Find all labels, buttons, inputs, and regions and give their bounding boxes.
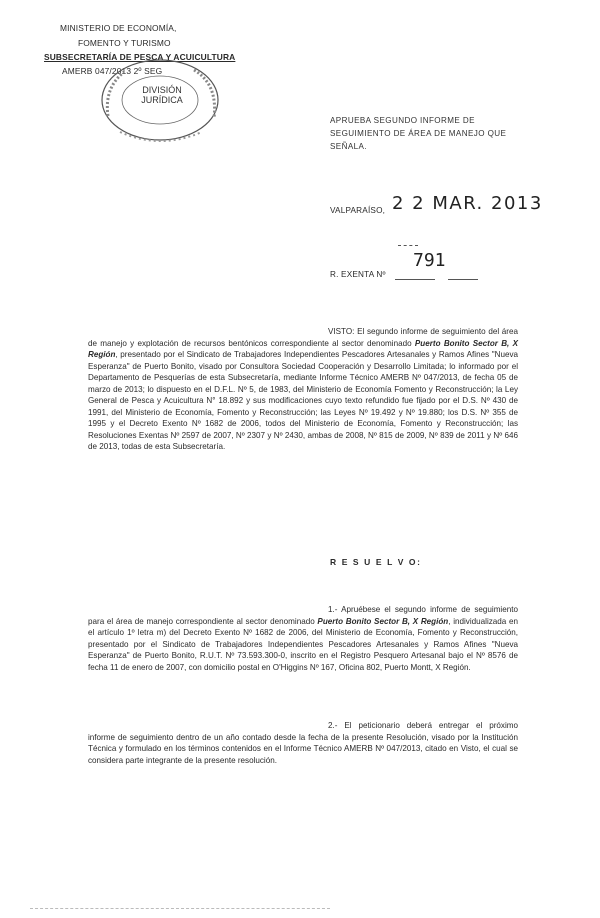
ministry-name: MINISTERIO DE ECONOMÍA, — [60, 23, 177, 33]
footer-scan-line — [30, 908, 330, 909]
item1-text-a: 1.- Apruébese el segundo informe de seguimiento para el área de manejo correspondiente al sector denominado — [88, 605, 518, 626]
resuelvo-item-1 — [88, 604, 518, 673]
resolution-label: R. EXENTA Nº — [330, 270, 386, 279]
item1-sector: Puerto Bonito Sector B, X Región — [317, 616, 449, 626]
visto-sector: Puerto Bonito Sector B, X Región — [88, 338, 518, 359]
summary-line-2: SEGUIMIENTO DE ÁREA DE MANEJO QUE — [330, 129, 507, 138]
visto-label: VISTO: — [328, 327, 355, 336]
reference-code: AMERB 047/2013 2º SEG — [62, 66, 163, 76]
seal-stamp-icon — [90, 58, 228, 158]
number-underline-2 — [448, 279, 478, 280]
ministry-name-2: FOMENTO Y TURISMO — [78, 38, 171, 48]
subsecretaria-name: SUBSECRETARÍA DE PESCA Y ACUICULTURA — [44, 52, 236, 62]
visto-paragraph — [88, 326, 518, 453]
division-juridica-seal — [90, 58, 228, 158]
place: VALPARAÍSO, — [330, 206, 386, 215]
summary-line-1: APRUEBA SEGUNDO INFORME DE — [330, 116, 475, 125]
resuelvo-item-2: 2.- El peticionario deberá entregar el próximo informe de seguimiento dentro de un año contado desde la fecha de la presente Resolución, visado por la Institución Técnica y formulado en los términos contenidos en el Informe Técnico AMERB Nº 047/2013, citado en Visto, el cual se considera parte integrante de la presente resolución. — [88, 721, 518, 765]
item1-text-b: , individualizada en el artículo 1º letra m) del Decreto Exento Nº 1682 de 2006, del Ministerio de Economía, Fomento y Reconstrucción, presentado por el Sindicato de Trabajadores Independientes Pescadores Artesanales y Ramos Afines "Nueva Esperanza" de Puerto Bonito, R.U.T. Nº 73.593.300-0, inscrito en el Registro Pesquero Artesanal bajo el Nº 8576 de fecha 11 de enero de 2007, con domicilio postal en O'Higgins Nº 167, Oficina 802, Puerto Montt, X Región. — [88, 616, 518, 672]
resolution-number: 791 — [413, 250, 446, 271]
number-underline — [395, 279, 435, 280]
summary-line-3: SEÑALA. — [330, 142, 367, 151]
resuelvo-heading: R E S U E L V O: — [330, 557, 422, 567]
visto-text-b: , presentado por el Sindicato de Trabajadores Independientes Pescadores Artesanales y Ramos Afines "Nueva Esperanza" de Puerto Bonito, visado por Consultora Sociedad Cooperación y Desarrollo Limitada; lo informado por el Departamento de Pesquerías de esta Subsecretaría, mediante Informe Técnico AMERB Nº 047/2013, de fecha 05 de marzo de 2013; lo dispuesto en el D.F.L. Nº 5, de 1983, del Ministerio de Economía Fomento y Reconstrucción; la Ley General de Pesca y Acuicultura N° 18.892 y sus modificaciones cuyo texto refundido fue fijado por el D.S. Nº 430 de 1991, del Ministerio de Economía, Fomento y Reconstrucción; las Leyes Nº 19.492 y Nº 19.880; los D.S. Nº 355 de 1995 y el Decreto Exento Nº 1682 de 2006, todos del Ministerio de Economía, Fomento y Reconstrucción; las Resoluciones Exentas Nº 2597 de 2007, Nº 2307 y Nº 2430, ambas de 2008, Nº 815 de 2009, Nº 839 de 2011 y Nº 646 de 2013, todas de esta Subsecretaría. — [88, 350, 518, 451]
seal-line-2: JURÍDICA — [141, 95, 183, 105]
resolution-summary — [330, 114, 520, 153]
date-stamp: 2 2 MAR. 2013 — [392, 193, 543, 214]
visto-text-a: El segundo informe de seguimiento del área de manejo y explotación de recursos bentónicos correspondiente al sector denominado — [88, 327, 519, 348]
number-mark — [398, 245, 418, 246]
seal-line-1: DIVISIÓN — [142, 85, 182, 95]
